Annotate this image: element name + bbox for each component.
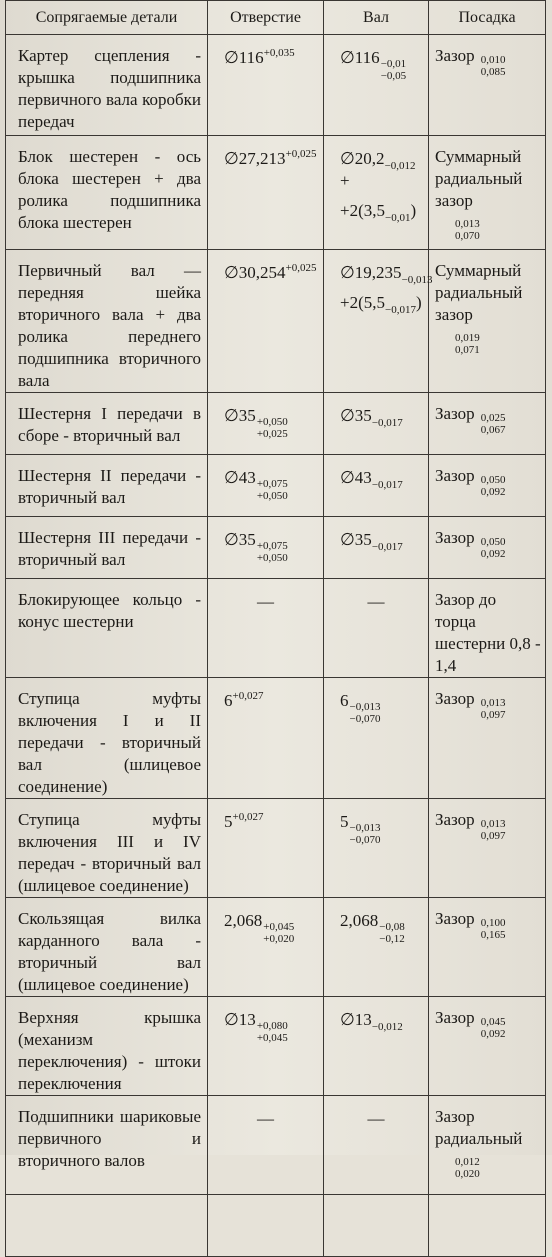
part-name-cell: Шестерня I передачи в сборе - вторичный вал <box>6 393 208 455</box>
shaft-cell <box>324 250 433 393</box>
shaft-upper-deviation: −0,08 <box>379 920 405 933</box>
table-row <box>6 579 546 678</box>
fit-cell <box>429 898 546 997</box>
fit-min-clearance: 0,045 <box>480 1016 506 1029</box>
fit-max-clearance: 0,165 <box>480 929 506 942</box>
fit-min-clearance: 0,050 <box>480 474 506 487</box>
fit-label: Зазор <box>435 810 475 829</box>
part-name-cell: Скользящая вилка карданного вала - вторичный вал (шлицевое соединение) <box>6 898 208 997</box>
shaft-rollers-deviation: −0,01 <box>385 212 411 224</box>
part-name-cell: Ступица муфты включения I и II передачи - вторичный вал (шлицевое соединение) <box>6 678 208 799</box>
shaft-base: ∅19,235 <box>340 263 402 282</box>
fits-table <box>5 0 546 1257</box>
fit-clearance <box>481 818 506 842</box>
empty-cell <box>429 1195 546 1257</box>
fit-max-clearance: 0,092 <box>480 486 506 499</box>
part-name-cell: Блок шестерен - ось блока шестерен + два ролика подшипника блока шестерен <box>6 136 208 250</box>
hole-base: 6 <box>224 691 233 710</box>
shaft-rollers-close: ) <box>410 201 417 220</box>
fit-clearance <box>481 536 506 560</box>
fit-min-clearance: 0,013 <box>455 218 480 230</box>
table-row <box>6 799 546 898</box>
hole-lower-deviation: +0,020 <box>263 932 295 945</box>
shaft-lower-deviation: −0,013 <box>401 274 433 286</box>
fit-min-clearance: 0,012 <box>455 1156 480 1168</box>
empty-row <box>6 1195 546 1257</box>
shaft-lower-deviation: −0,070 <box>349 712 381 725</box>
shaft-cell <box>324 517 429 579</box>
shaft-base: ∅35 <box>340 406 372 425</box>
shaft-cell <box>324 455 429 517</box>
table-row <box>6 997 546 1096</box>
hole-tolerance <box>257 1020 288 1044</box>
fit-label: Зазор <box>435 528 475 547</box>
hole-cell <box>208 799 324 898</box>
shaft-lower-deviation: −0,05 <box>380 69 407 82</box>
fit-label: Зазор <box>435 466 475 485</box>
fit-max-clearance: 0,070 <box>455 230 480 242</box>
shaft-rollers <box>340 292 426 314</box>
hole-upper-deviation: +0,025 <box>285 148 317 160</box>
fit-cell <box>429 579 546 678</box>
shaft-cell <box>324 136 429 250</box>
hole-cell <box>208 997 324 1096</box>
header-row <box>6 1 546 35</box>
part-name-cell: Блокирующее кольцо - конус шестерни <box>6 579 208 678</box>
fit-cell <box>429 250 546 393</box>
fit-cell <box>429 678 546 799</box>
fit-clearance <box>435 332 541 356</box>
hole-cell <box>208 393 324 455</box>
table-row <box>6 35 546 136</box>
shaft-base: 6 <box>340 691 349 710</box>
hole-upper-deviation: +0,027 <box>232 811 264 823</box>
hole-upper-deviation: +0,027 <box>232 690 264 702</box>
hole-tolerance <box>257 416 288 440</box>
fit-min-clearance: 0,100 <box>480 917 506 930</box>
fit-clearance <box>481 412 506 436</box>
table-row <box>6 1096 546 1195</box>
shaft-tolerance <box>350 701 381 725</box>
fit-label: Суммарный радиальный зазор <box>435 147 523 210</box>
hole-base: ∅13 <box>224 1010 256 1029</box>
header-hole: Отверстие <box>208 1 324 35</box>
fit-label: Зазор <box>435 404 475 423</box>
shaft-base: ∅20,2 <box>340 149 385 168</box>
header-parts: Сопрягаемые детали <box>6 1 208 35</box>
shaft-cell <box>324 35 429 136</box>
part-name-cell: Картер сцепления - крышка подшипника первичного вала коробки передач <box>6 35 208 136</box>
fit-min-clearance: 0,025 <box>480 412 506 425</box>
table-row <box>6 455 546 517</box>
fit-max-clearance: 0,097 <box>480 830 506 843</box>
fit-cell <box>429 393 546 455</box>
hole-base: ∅35 <box>224 406 256 425</box>
fit-max-clearance: 0,071 <box>455 344 480 356</box>
hole-upper-deviation: +0,035 <box>263 47 295 59</box>
hole-base: 5 <box>224 812 233 831</box>
shaft-base: 5 <box>340 812 349 831</box>
hole-tolerance <box>263 921 294 945</box>
hole-base: ∅30,254 <box>224 263 286 282</box>
hole-upper-deviation: +0,025 <box>285 262 317 274</box>
fit-cell <box>429 35 546 136</box>
hole-cell <box>208 250 324 393</box>
fit-clearance <box>481 1016 506 1040</box>
shaft-base: ∅13 <box>340 1010 372 1029</box>
shaft-upper-deviation: −0,013 <box>349 700 381 713</box>
hole-base: ∅27,213 <box>224 149 286 168</box>
shaft-cell <box>324 898 429 997</box>
part-name-cell: Ступица муфты включения III и IV передач - вторичный вал (шлицевое соединение) <box>6 799 208 898</box>
fit-label: Зазор <box>435 689 475 708</box>
shaft-base: 2,068 <box>340 911 379 930</box>
fit-label: Зазор <box>435 909 475 928</box>
fit-cell <box>429 1096 546 1195</box>
fit-clearance <box>481 474 506 498</box>
table-row <box>6 136 546 250</box>
fit-max-clearance: 0,020 <box>455 1168 480 1180</box>
part-name-cell: Верхняя крышка (механизм переключения) - штоки переключения <box>6 997 208 1096</box>
fit-label: Зазор до торца шестерни 0,8 - 1,4 <box>435 590 541 675</box>
shaft-lower-deviation: −0,012 <box>371 1021 403 1033</box>
shaft-tolerance <box>381 58 406 82</box>
hole-cell <box>208 517 324 579</box>
hole-dash: — <box>257 1109 274 1128</box>
hole-base: ∅35 <box>224 530 256 549</box>
table-row <box>6 678 546 799</box>
hole-tolerance <box>257 478 288 502</box>
fit-min-clearance: 0,013 <box>480 818 506 831</box>
hole-cell <box>208 455 324 517</box>
shaft-lower-deviation: −0,070 <box>349 833 381 846</box>
fit-cell <box>429 799 546 898</box>
hole-upper-deviation: +0,080 <box>256 1019 288 1032</box>
fit-max-clearance: 0,085 <box>480 66 506 79</box>
hole-upper-deviation: +0,075 <box>256 539 288 552</box>
fit-clearance <box>481 54 506 78</box>
fit-cell <box>429 997 546 1096</box>
hole-upper-deviation: +0,045 <box>263 920 295 933</box>
hole-lower-deviation: +0,025 <box>256 427 288 440</box>
part-name-cell: Шестерня II передачи - вторичный вал <box>6 455 208 517</box>
shaft-rollers-base: +2(5,5 <box>340 293 385 312</box>
fit-max-clearance: 0,092 <box>480 1028 506 1041</box>
shaft-upper-deviation: −0,013 <box>349 821 381 834</box>
shaft-rollers-close: ) <box>415 293 422 312</box>
fit-clearance <box>435 218 541 242</box>
part-name-cell: Шестерня III передачи - вторичный вал <box>6 517 208 579</box>
shaft-cell <box>324 393 429 455</box>
hole-upper-deviation: +0,075 <box>256 477 288 490</box>
table-row <box>6 250 546 393</box>
fit-min-clearance: 0,010 <box>480 54 506 67</box>
hole-cell <box>208 579 324 678</box>
hole-base: ∅43 <box>224 468 256 487</box>
fit-cell <box>429 517 546 579</box>
part-name-cell: Первичный вал — передняя шейка вторичного вала + два ролика переднего подшипника вторичного вала <box>6 250 208 393</box>
table-row <box>6 898 546 997</box>
shaft-rollers-deviation: −0,017 <box>385 304 416 316</box>
hole-tolerance <box>257 540 288 564</box>
part-name-cell: Подшипники шариковые первичного и вторичного валов <box>6 1096 208 1195</box>
shaft-tolerance <box>350 822 381 846</box>
fit-label: Зазор радиальный <box>435 1107 523 1148</box>
fit-max-clearance: 0,097 <box>480 709 506 722</box>
empty-cell <box>324 1195 429 1257</box>
fit-clearance <box>435 1156 541 1180</box>
shaft-lower-deviation: −0,017 <box>371 541 403 553</box>
fit-min-clearance: 0,050 <box>480 536 506 549</box>
hole-cell <box>208 136 324 250</box>
hole-cell <box>208 678 324 799</box>
shaft-lower-deviation: −0,017 <box>371 417 403 429</box>
hole-dash: — <box>257 592 274 611</box>
shaft-lower-deviation: −0,12 <box>379 932 405 945</box>
hole-lower-deviation: +0,050 <box>256 489 288 502</box>
fit-label: Суммарный радиальный зазор <box>435 261 523 324</box>
shaft-lower-deviation: −0,012 <box>384 160 416 172</box>
shaft-plus: + <box>340 171 350 190</box>
shaft-cell <box>324 997 429 1096</box>
table-row <box>6 517 546 579</box>
table-row <box>6 393 546 455</box>
shaft-rollers-base: +2(3,5 <box>340 201 385 220</box>
hole-base: ∅116 <box>224 48 264 67</box>
shaft-upper-deviation: −0,01 <box>380 57 407 70</box>
shaft-cell <box>324 799 429 898</box>
fit-label: Зазор <box>435 46 475 65</box>
hole-cell <box>208 898 324 997</box>
header-fit: Посадка <box>429 1 546 35</box>
fit-min-clearance: 0,013 <box>480 697 506 710</box>
empty-cell <box>6 1195 208 1257</box>
fit-clearance <box>481 917 506 941</box>
header-shaft: Вал <box>324 1 429 35</box>
shaft-rollers <box>340 200 426 222</box>
empty-cell <box>208 1195 324 1257</box>
hole-base: 2,068 <box>224 911 263 930</box>
hole-lower-deviation: +0,050 <box>256 551 288 564</box>
shaft-lower-deviation: −0,017 <box>371 479 403 491</box>
fit-label: Зазор <box>435 1008 475 1027</box>
shaft-base: ∅35 <box>340 530 372 549</box>
fit-cell <box>429 455 546 517</box>
hole-upper-deviation: +0,050 <box>256 415 288 428</box>
shaft-cell <box>324 579 429 678</box>
shaft-dash: — <box>367 592 385 611</box>
shaft-tolerance <box>379 921 404 945</box>
fit-max-clearance: 0,092 <box>480 548 506 561</box>
hole-cell <box>208 1096 324 1195</box>
shaft-base: ∅116 <box>340 48 380 67</box>
fit-min-clearance: 0,019 <box>455 332 480 344</box>
shaft-cell <box>324 1096 429 1195</box>
shaft-cell <box>324 678 429 799</box>
shaft-base: ∅43 <box>340 468 372 487</box>
fit-cell <box>429 136 546 250</box>
hole-cell <box>208 35 324 136</box>
shaft-dash: — <box>367 1109 385 1128</box>
hole-lower-deviation: +0,045 <box>256 1031 288 1044</box>
fit-max-clearance: 0,067 <box>480 424 506 437</box>
fit-clearance <box>481 697 506 721</box>
